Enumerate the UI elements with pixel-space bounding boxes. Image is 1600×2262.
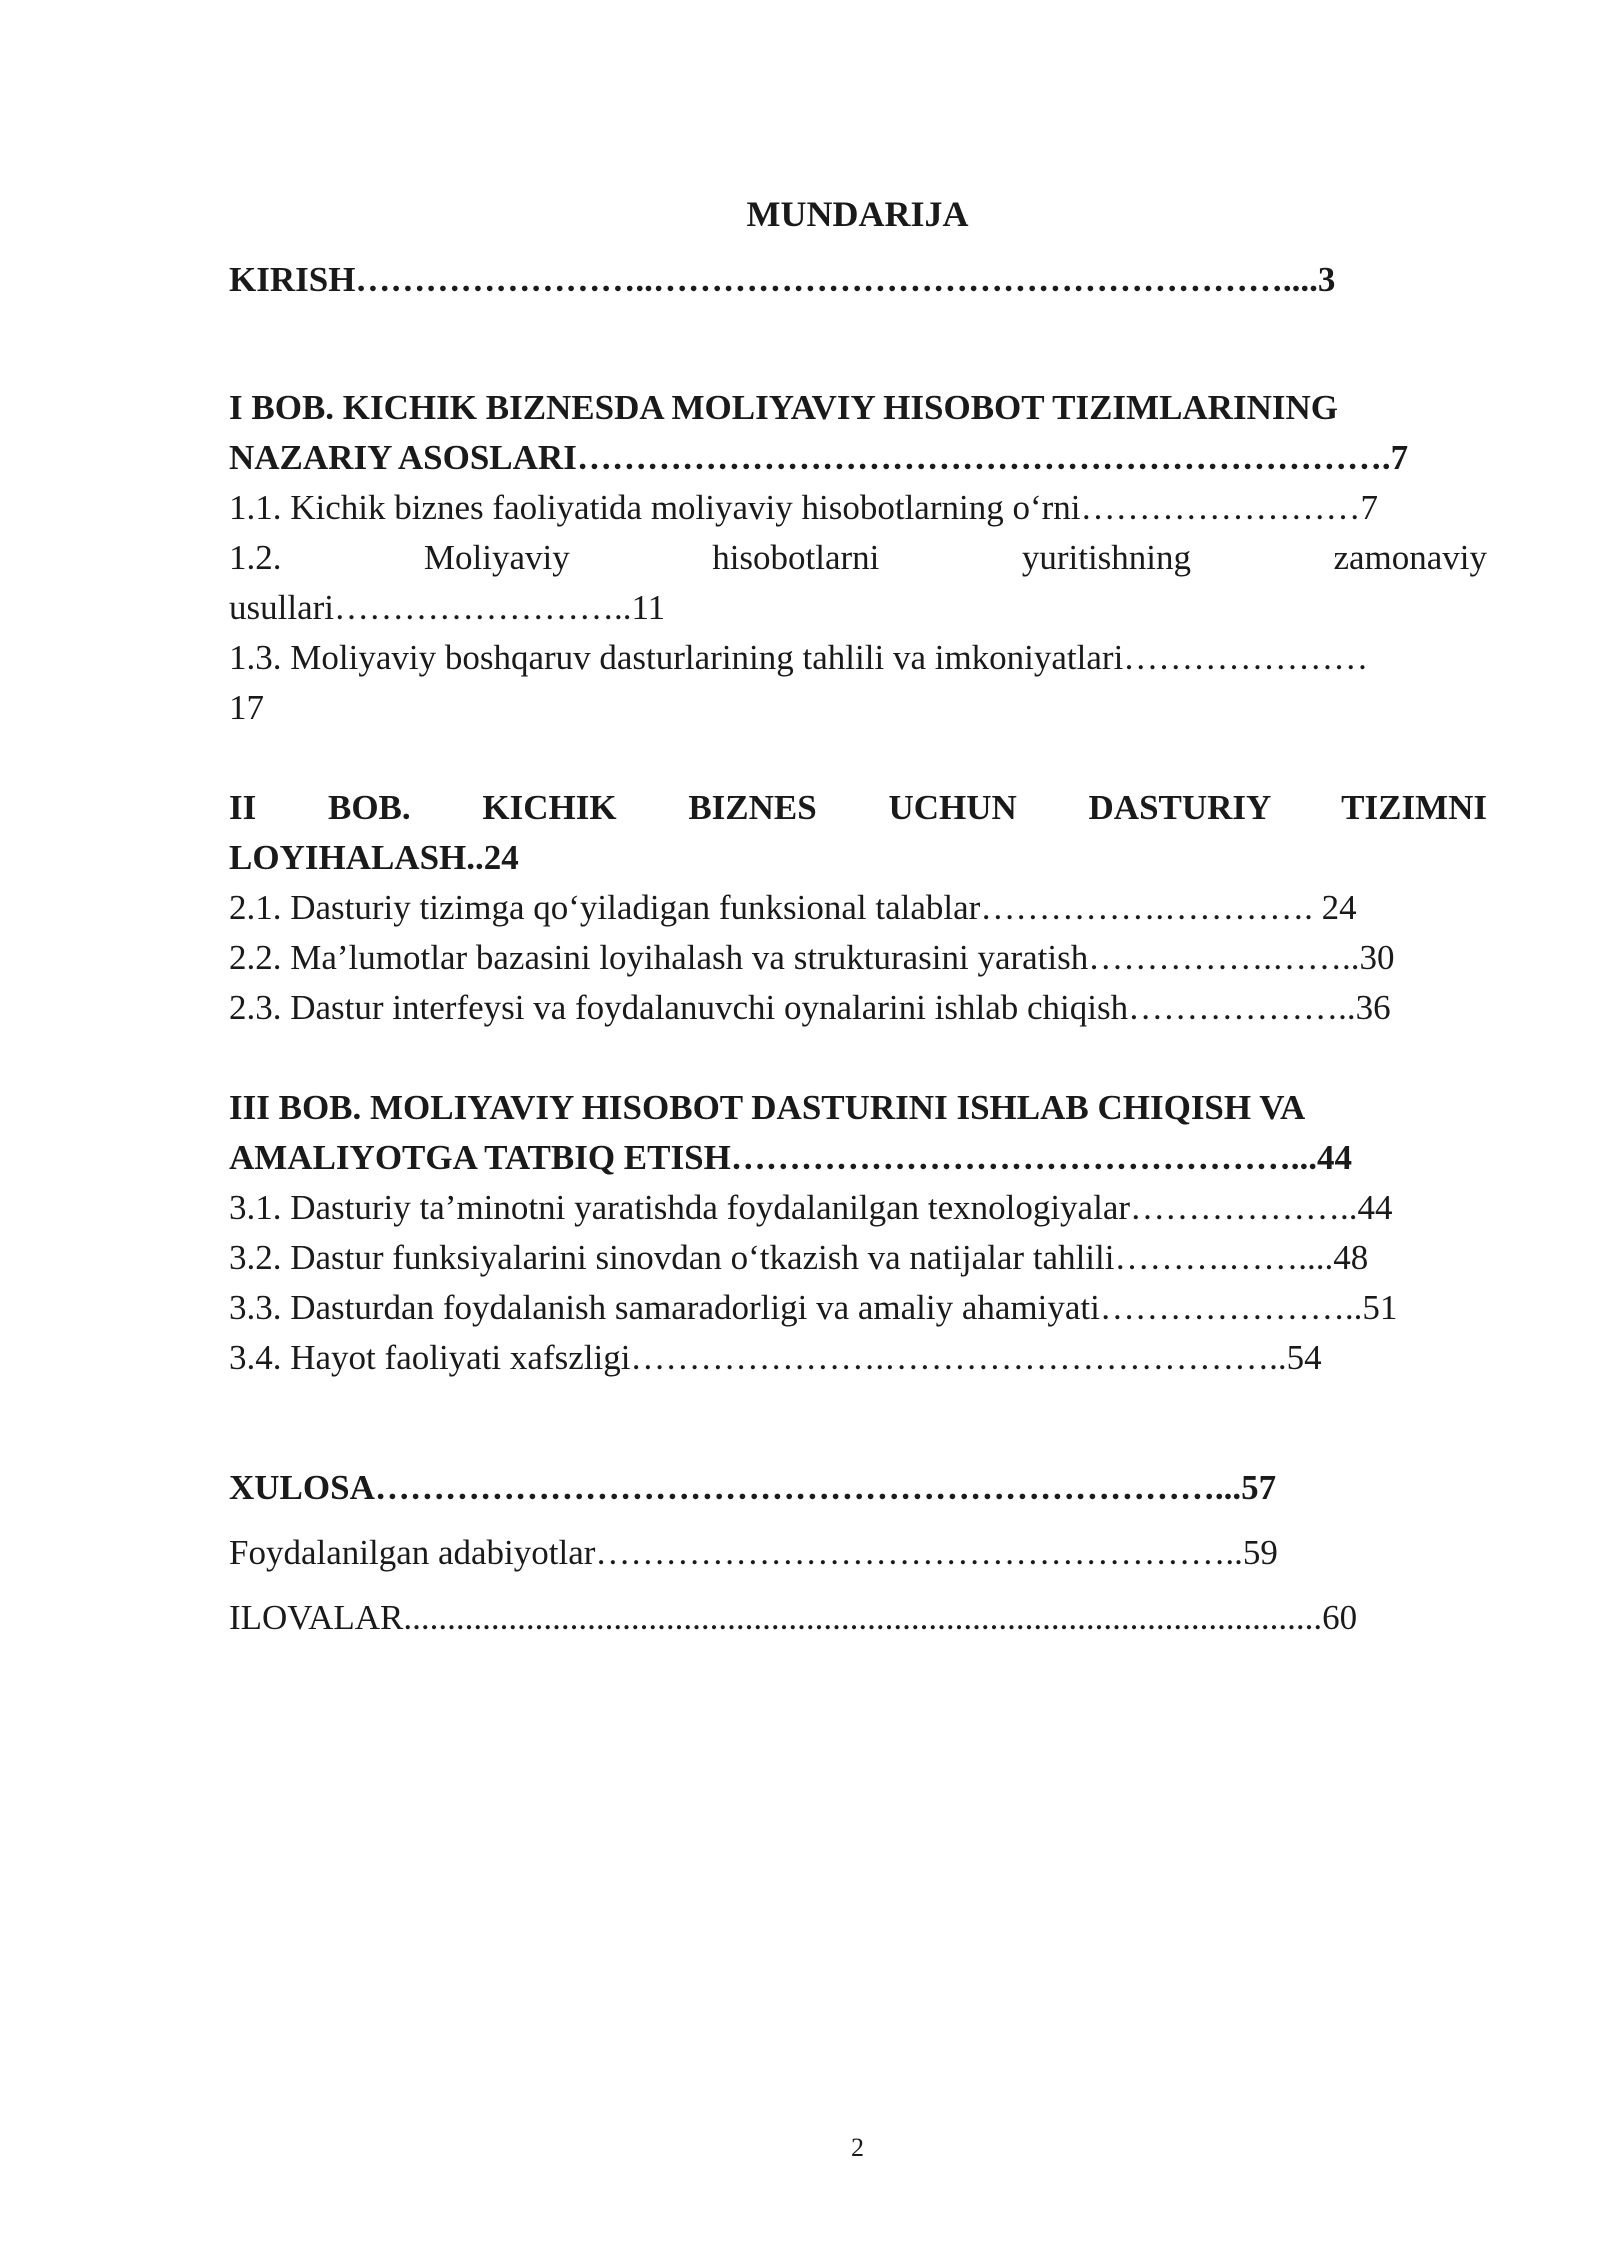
- toc-entry-3-3: 3.3. Dasturdan foydalanish samaradorligi va amaliy ahamiyati…………………..51: [229, 1288, 1398, 1327]
- toc-entry-2-1: 2.1. Dasturiy tizimga qo‘yiladigan funksional talablar…………….…………. 24: [229, 888, 1357, 927]
- toc-chapter-1-title: I BOB. KICHIK BIZNESDA MOLIYAVIY HISOBOT TIZIMLARINING: [229, 388, 1338, 427]
- toc-entry-2-3: 2.3. Dastur interfeysi va foydalanuvchi oynalarini ishlab chiqish………………..36: [229, 988, 1391, 1027]
- toc-chapter-2-title: II BOB. KICHIK BIZNES UCHUN DASTURIY TIZIMNI: [229, 788, 1487, 827]
- toc-chapter-3-title-cont: AMALIYOTGA TATBIQ ETISH…………………………………………...44: [229, 1138, 1353, 1177]
- toc-entry-3-4: 3.4. Hayot faoliyati xafszligi………………….……………………………..54: [229, 1338, 1322, 1377]
- page-number: 2: [851, 2133, 864, 2162]
- toc-entry-1-3: 1.3. Moliyaviy boshqaruv dasturlarining tahlili va imkoniyatlari…………………: [229, 638, 1369, 677]
- page-title: MUNDARIJA: [746, 194, 969, 234]
- toc-chapter-3-title: III BOB. MOLIYAVIY HISOBOT DASTURINI ISHLAB CHIQISH VA: [229, 1088, 1306, 1127]
- toc-entry-1-3-cont: 17: [229, 688, 264, 727]
- toc-entry-adabiyotlar: Foydalanilgan adabiyotlar………………………………………………..59: [229, 1533, 1278, 1572]
- toc-entry-3-1: 3.1. Dasturiy ta’minotni yaratishda foydalanilgan texnologiyalar………………..44: [229, 1188, 1393, 1227]
- toc-chapter-2-title-cont: LOYIHALASH..24: [229, 838, 519, 877]
- toc-entry-kirish: KIRISH……………………..………………………………………………....3: [229, 260, 1336, 299]
- toc-entry-1-2-cont: usullari……………………..11: [229, 588, 666, 627]
- toc-chapter-1-title-cont: NAZARIY ASOSLARI…………………………………………………………….7: [229, 438, 1409, 477]
- toc-entry-xulosa: XULOSA………………………………………………………………...57: [229, 1468, 1277, 1507]
- toc-entry-3-2: 3.2. Dastur funksiyalarini sinovdan o‘tkazish va natijalar tahlili……….……....48: [229, 1238, 1369, 1277]
- toc-entry-1-1: 1.1. Kichik biznes faoliyatida moliyaviy hisobotlarning o‘rni……………………7: [229, 488, 1379, 527]
- toc-entry-1-2: 1.2. Moliyaviy hisobotlarni yuritishning zamonaviy: [229, 538, 1487, 577]
- toc-entry-ilovalar: ILOVALAR.........................................................................................................60: [229, 1598, 1358, 1637]
- toc-entry-2-2: 2.2. Ma’lumotlar bazasini loyihalash va strukturasini yaratish…………….……..30: [229, 938, 1395, 977]
